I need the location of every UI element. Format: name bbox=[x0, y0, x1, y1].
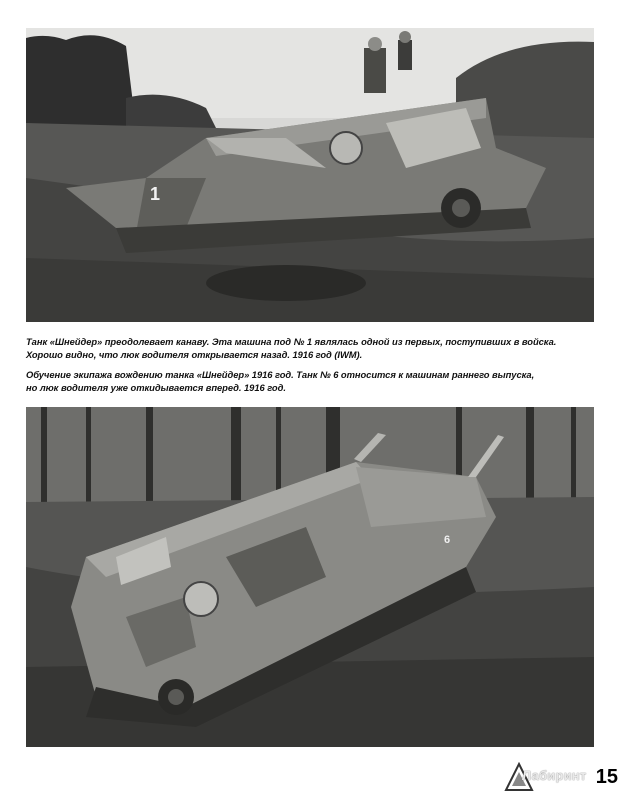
photo-schneider-tank-ditch bbox=[26, 28, 594, 322]
caption-1-line-1: Танк «Шнейдер» преодолевает канаву. Эта машина под № 1 являлась одной из первых, поступивших в войска. bbox=[26, 336, 557, 347]
page-footer bbox=[500, 758, 624, 796]
tank-number-label: 1 bbox=[150, 184, 161, 204]
photo-caption-2 bbox=[26, 369, 598, 394]
caption-2-line-1: Обучение экипажа вождению танка «Шнейдер» 1916 год. Танк № 6 относится к машинам раннего выпуска, bbox=[26, 369, 535, 380]
caption-2-line-2: но люк водителя уже откидывается вперед. 1916 год. bbox=[26, 381, 286, 393]
photo-schneider-tank-training bbox=[26, 407, 594, 747]
tank-number-label: 6 bbox=[444, 534, 451, 546]
page-number: 15 bbox=[595, 766, 618, 788]
watermark: Лабиринт bbox=[522, 768, 587, 783]
photo-caption-1 bbox=[26, 336, 598, 361]
caption-1-line-2: Хорошо видно, что люк водителя открывается назад. 1916 год (IWM). bbox=[26, 348, 363, 360]
